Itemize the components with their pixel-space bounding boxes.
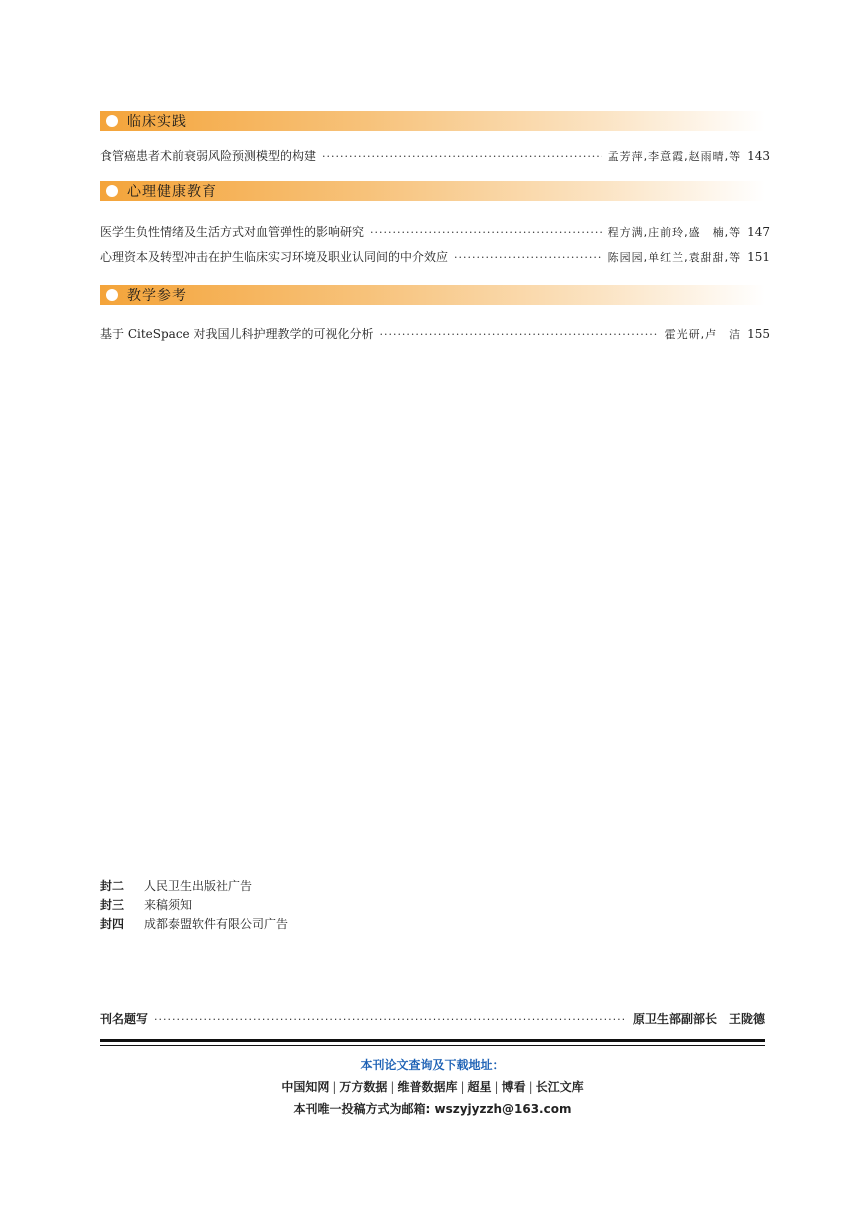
bullet-dot-icon [106,289,118,301]
cover-label: 封二 [100,879,125,893]
database-link[interactable]: 维普数据库 [397,1080,458,1094]
cover-text: 成都泰盟软件有限公司广告 [144,917,289,931]
page-number: 155 [747,327,770,341]
cover-label: 封四 [100,917,125,931]
dot-leader [454,251,602,264]
calligraphy-credit: 原卫生部副部长 王陇德 [632,1012,765,1026]
article-title: 医学生负性情绪及生活方式对血管弹性的影响研究 [100,225,365,239]
cover-note-row [100,914,288,933]
section-header-clinical-practice [100,111,765,131]
toc-entry[interactable] [100,223,770,241]
dot-leader [379,328,658,341]
article-authors: 陈园园,单红兰,袁甜甜,等 [607,251,742,264]
page-number: 143 [747,149,770,163]
cover-text: 来稿须知 [144,898,193,912]
section-header-mental-health [100,181,765,201]
dot-leader [154,1013,627,1026]
page-number: 147 [747,225,770,239]
cover-note-row [100,876,288,895]
dot-leader [322,150,602,163]
cover-text: 人民卫生出版社广告 [144,879,253,893]
database-link[interactable]: 长江文库 [535,1080,584,1094]
page-number: 151 [747,250,770,264]
section-title: 心理健康教育 [127,184,217,200]
article-title: 心理资本及转型冲击在护生临床实习环境及职业认同间的中介效应 [100,250,449,264]
article-title: 基于 CiteSpace 对我国儿科护理教学的可视化分析 [100,327,374,341]
article-authors: 霍光研,卢 洁 [664,328,742,341]
bullet-dot-icon [106,185,118,197]
cover-label: 封三 [100,898,125,912]
database-link[interactable]: 超星 [467,1080,492,1094]
calligraphy-label: 刊名题写 [100,1012,149,1026]
database-link[interactable]: 万方数据 [339,1080,388,1094]
database-link[interactable]: 博看 [501,1080,526,1094]
title-calligraphy-credit [100,1010,765,1028]
footer-submission-email[interactable]: 本刊唯一投稿方式为邮箱: wszyjyzzh@163.com [293,1102,572,1116]
article-title: 食管癌患者术前衰弱风险预测模型的构建 [100,149,317,163]
section-header-teaching-reference [100,285,765,305]
footer-title: 本刊论文查询及下载地址： [360,1058,505,1072]
divider-thin [100,1045,765,1046]
bullet-dot-icon [106,115,118,127]
toc-entry[interactable] [100,325,770,343]
article-authors: 程方满,庄前玲,盛 楠,等 [607,226,742,239]
dot-leader [370,226,602,239]
cover-note-row [100,895,288,914]
toc-entry[interactable] [100,248,770,266]
toc-entry[interactable] [100,147,770,165]
section-title: 教学参考 [127,288,187,304]
section-title: 临床实践 [127,114,187,130]
divider-thick [100,1039,765,1042]
database-link[interactable]: 中国知网 [281,1080,330,1094]
footer-database-list: 中国知网 | 万方数据 | 维普数据库 | 超星 | 博看 | 长江文库 [281,1080,584,1094]
article-authors: 孟芳萍,李意霞,赵雨晴,等 [607,150,742,163]
cover-notes [100,876,288,933]
